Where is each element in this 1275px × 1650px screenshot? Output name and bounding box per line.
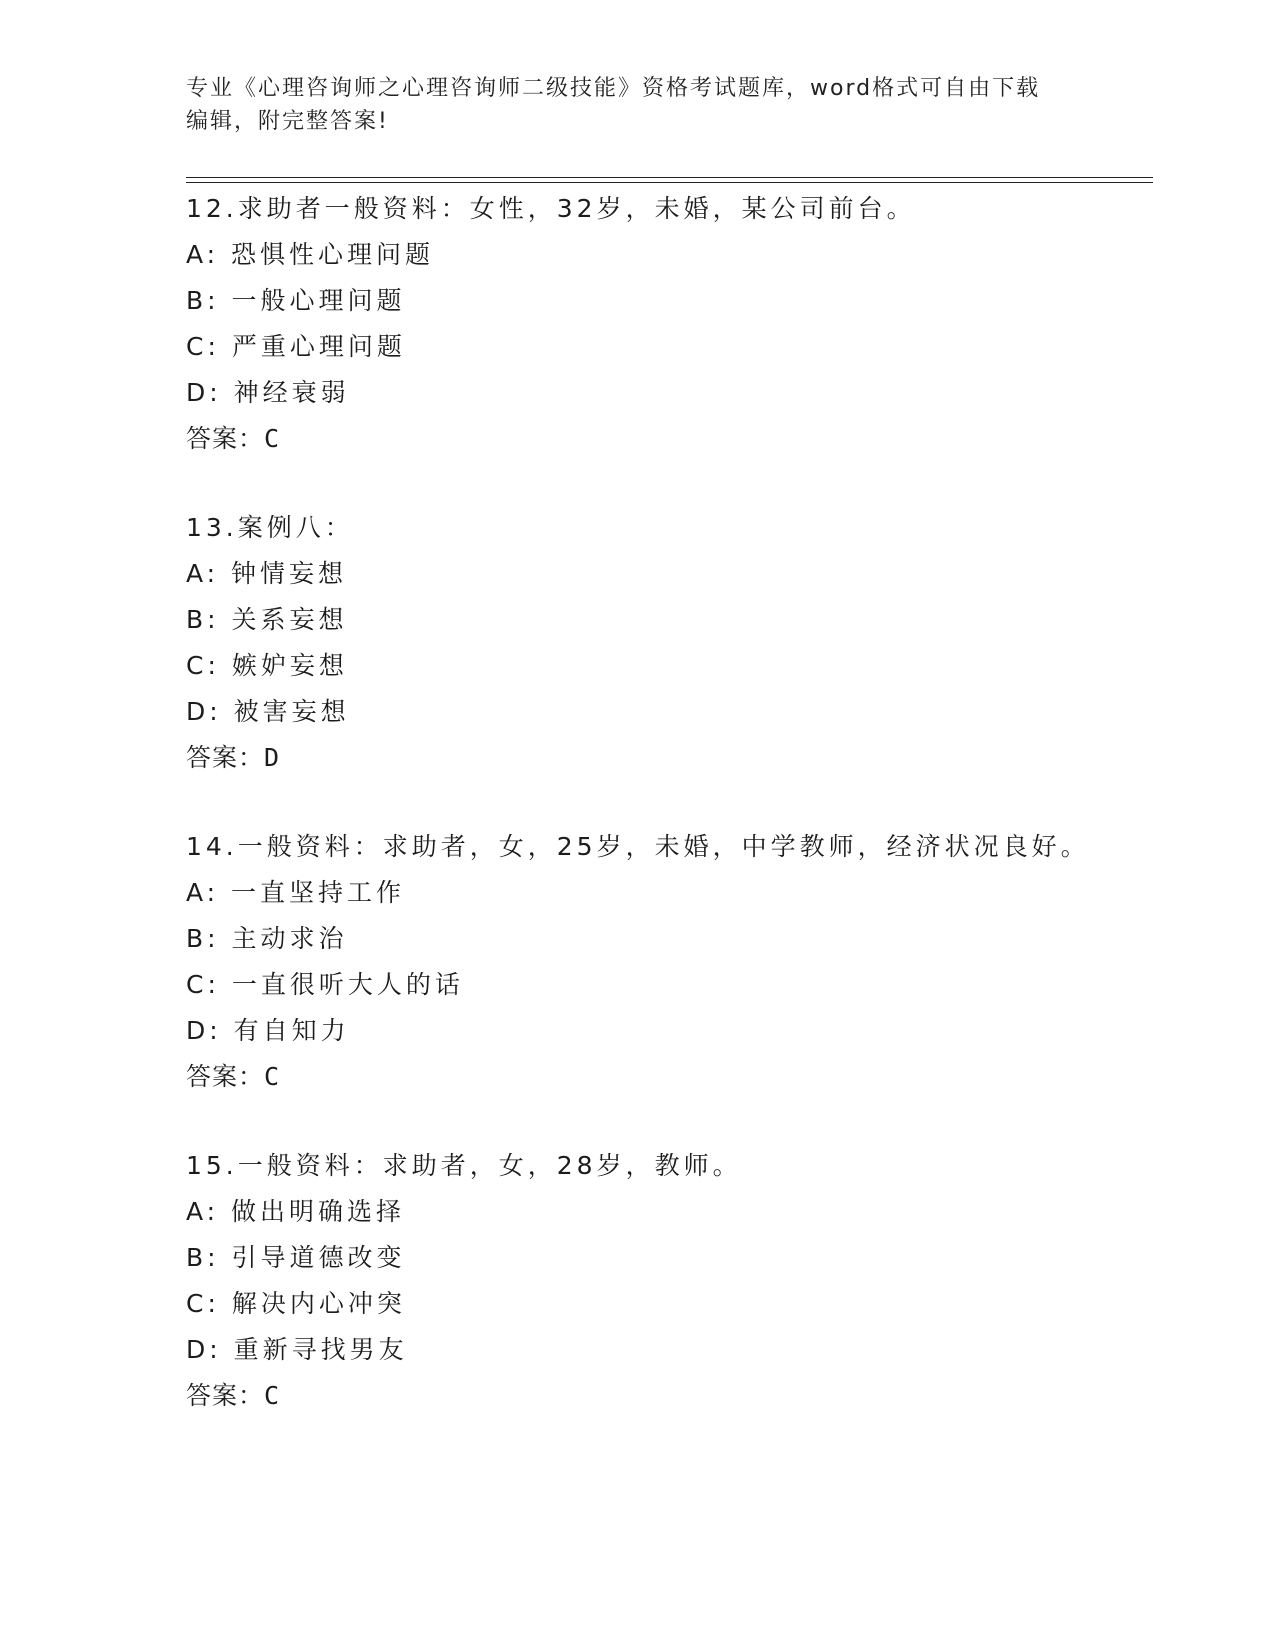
question-14 — [186, 824, 1186, 1100]
option-b: B: 一般心理问题 — [186, 286, 406, 315]
header-divider-bottom — [186, 182, 1153, 183]
option-a: A: 做出明确选择 — [186, 1197, 406, 1226]
answer-value: D — [264, 743, 281, 772]
question-12 — [186, 186, 1186, 462]
option-c: C: 一直很听大人的话 — [186, 970, 464, 999]
answer-line — [186, 735, 1186, 781]
answer-value: C — [264, 1062, 281, 1091]
answer-label: 答案： — [186, 1381, 265, 1410]
option-c: C: 严重心理问题 — [186, 332, 406, 361]
header-divider-top — [186, 177, 1153, 178]
question-stem: 13.案例八： — [186, 513, 354, 542]
document-header — [186, 72, 1086, 138]
answer-value: C — [264, 424, 281, 453]
option-a: A: 恐惧性心理问题 — [186, 240, 435, 269]
option-d: D: 有自知力 — [186, 1016, 350, 1045]
question-stem: 12.求助者一般资料：女性，32岁，未婚，某公司前台。 — [186, 194, 916, 223]
question-15 — [186, 1143, 1186, 1419]
answer-label: 答案： — [186, 743, 265, 772]
header-line-2: 编辑，附完整答案! — [186, 109, 389, 134]
option-d: D: 神经衰弱 — [186, 378, 350, 407]
question-13 — [186, 505, 1186, 781]
header-line-1: 专业《心理咨询师之心理咨询师二级技能》资格考试题库，word格式可自由下载 — [186, 76, 1041, 101]
option-b: B: 主动求治 — [186, 924, 348, 953]
answer-label: 答案： — [186, 424, 265, 453]
option-a: A: 一直坚持工作 — [186, 878, 406, 907]
option-d: D: 重新寻找男友 — [186, 1335, 408, 1364]
answer-line — [186, 1054, 1186, 1100]
option-c: C: 嫉妒妄想 — [186, 651, 348, 680]
question-stem: 15.一般资料：求助者，女，28岁，教师。 — [186, 1151, 742, 1180]
option-c: C: 解决内心冲突 — [186, 1289, 406, 1318]
answer-label: 答案： — [186, 1062, 265, 1091]
answer-value: C — [264, 1381, 281, 1410]
answer-line — [186, 1373, 1186, 1419]
question-stem: 14.一般资料：求助者，女，25岁，未婚，中学教师，经济状况良好。 — [186, 832, 1090, 861]
option-d: D: 被害妄想 — [186, 697, 350, 726]
answer-line — [186, 416, 1186, 462]
option-b: B: 引导道德改变 — [186, 1243, 406, 1272]
option-a: A: 钟情妄想 — [186, 559, 348, 588]
option-b: B: 关系妄想 — [186, 605, 348, 634]
